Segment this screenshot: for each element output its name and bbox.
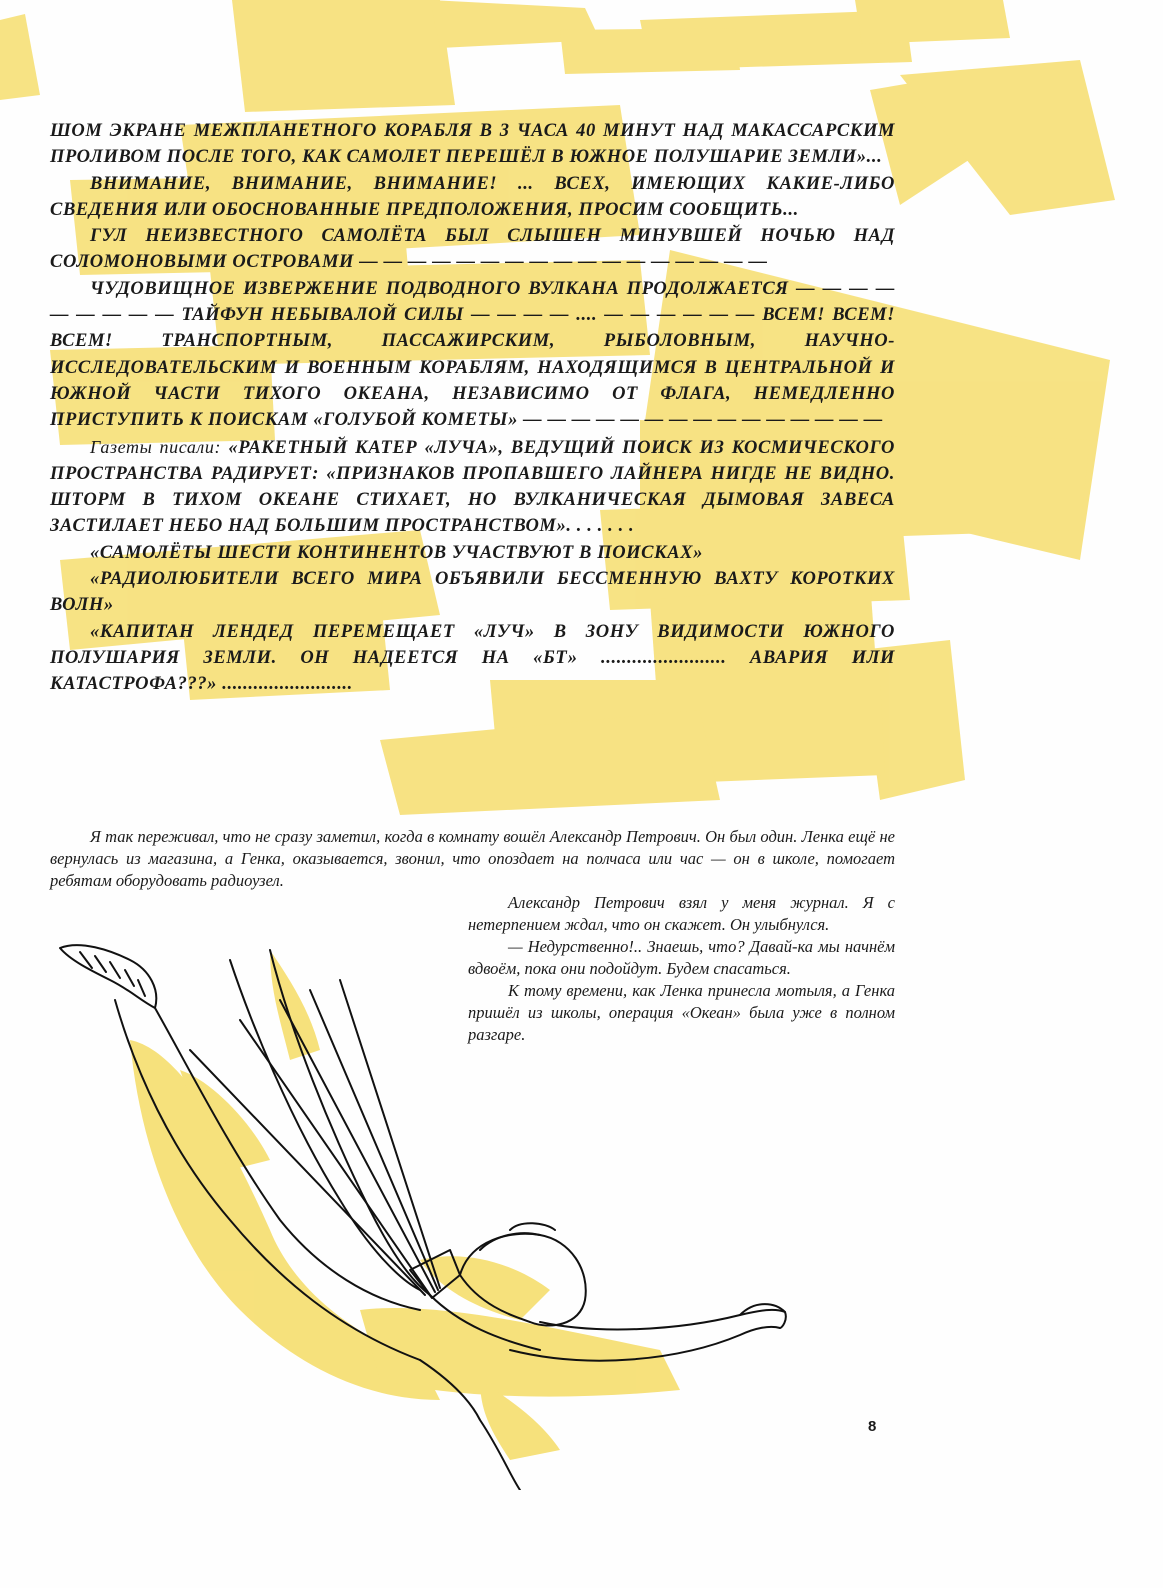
flipper [60,945,156,1008]
bulletin-paragraph: ЧУДОВИЩНОЕ ИЗВЕРЖЕНИЕ ПОДВОДНОГО ВУЛКАНА ПРОДОЛЖАЕТСЯ — — — — — — — — — ТАЙФУН НЕБЫВАЛОЙ СИЛЫ — — — — .... — — — — — — ВСЕМ! ВСЕМ! ВСЕМ! ТРАНСПОРТНЫМ, ПАССАЖИРСКИМ, РЫБОЛОВНЫМ, НАУЧНО-ИССЛЕДОВАТЕЛЬСКИМ И ВОЕННЫМ КОРАБЛЯМ, НАХОДЯЩИМСЯ В ЦЕНТРАЛЬНОЙ И ЮЖНОЙ ЧАСТИ ТИХОГО ОКЕАНА, НЕЗАВИСИМО ОТ ФЛАГА, НЕМЕДЛЕННО ПРИСТУПИТЬ К ПОИСКАМ «ГОЛУБОЙ КОМЕТЫ» — — — — — — — — — — — — — — — [50,278,895,431]
narrative-paragraph: — Недурственно!.. Знаешь, что? Давай-ка мы начнём вдвоём, пока они подойдут. Будем спасаться. [468,937,895,978]
newspaper-paragraph [50,434,895,540]
flipper-ridges [80,952,145,996]
paint-stroke [560,28,740,74]
bulletin-paragraph: ВНИМАНИЕ, ВНИМАНИЕ, ВНИМАНИЕ! ... ВСЕХ, ИМЕЮЩИХ КАКИЕ-ЛИБО СВЕДЕНИЯ ИЛИ ОБОСНОВАННЫЕ ПРЕДПОЛОЖЕНИЯ, ПРОСИМ СООБЩИТЬ... [50,173,895,220]
newspaper-headline: «РАДИОЛЮБИТЕЛИ ВСЕГО МИРА ОБЪЯВИЛИ БЕССМЕННУЮ ВАХТУ КОРОТКИХ ВОЛН» [50,569,895,616]
radio-bulletins-block [50,118,895,698]
newspaper-headline: «САМОЛЁТЫ ШЕСТИ КОНТИНЕНТОВ УЧАСТВУЮТ В ПОИСКАХ» [90,542,703,563]
paint-stroke [0,14,40,100]
bulletin-paragraph: ГУЛ НЕИЗВЕСТНОГО САМОЛЁТА БЫЛ СЛЫШЕН МИНУВШЕЙ НОЧЬЮ НАД СОЛОМОНОВЫМИ ОСТРОВАМИ — — — — — — — — — — — — — — — — — [50,226,895,273]
narrative-paragraph: Александр Петрович взял у меня журнал. Я с нетерпением ждал, что он скажет. Он улыбнулся. [468,893,895,934]
page-number: 8 [868,1418,877,1435]
paint-wash [270,950,320,1060]
newspaper-headline: «РАКЕТНЫЙ КАТЕР «ЛУЧА», ВЕДУЩИЙ ПОИСК ИЗ КОСМИЧЕСКОГО ПРОСТРАНСТВА РАДИРУЕТ: «ПРИЗНАКОВ ПРОПАВШЕГО ЛАЙНЕРА НИГДЕ НЕ ВИДНО. ШТОРМ В ТИХОМ ОКЕАНЕ СТИХАЕТ, НО ВУЛКАНИЧЕСКАЯ ДЫМОВАЯ ЗАВЕСА ЗАСТИЛАЕТ НЕБО НАД БОЛЬШИМ ПРОСТРАНСТВОМ». . . . . . . [50,437,895,537]
paint-stroke [380,710,720,815]
bulletin-paragraph: ШОМ ЭКРАНЕ МЕЖПЛАНЕТНОГО КОРАБЛЯ В 3 ЧАСА 40 МИНУТ НАД МАКАССАРСКИМ ПРОЛИВОМ ПОСЛЕ ТОГО, КАК САМОЛЕТ ПЕРЕШЁЛ В ЮЖНОЕ ПОЛУШАРИЕ ЗЕМЛИ»... [50,121,895,168]
arm [540,1310,785,1330]
newspaper-intro: Газеты писали: [90,436,222,457]
narrative-top-paragraph [50,826,895,892]
newspaper-headline: «КАПИТАН ЛЕНДЕД ПЕРЕМЕЩАЕТ «ЛУЧ» В ЗОНУ ВИДИМОСТИ ЮЖНОГО ПОЛУШАРИЯ ЗЕМЛИ. ОН НАДЕЕТСЯ НА «БТ» ........................ АВАРИЯ ИЛИ КАТАСТРОФА???» ......................... [50,621,895,695]
hand [740,1304,786,1328]
skydiver-illustration [40,930,800,1490]
paint-stroke [232,0,455,112]
paint-stroke [855,0,1010,44]
narrative-paragraph: Я так переживал, что не сразу заметил, когда в комнату вошёл Александр Петрович. Он был один. Ленка ещё не вернулась из магазина, а Генка, оказывается, звонил, что опоздает на полчаса или час — он в школе, помогает ребятам оборудовать радиоузел. [50,827,895,890]
narrative-paragraph: К тому времени, как Ленка принесла мотыля, а Генка пришёл из школы, операция «Океан» была уже в полном разгаре. [468,981,895,1044]
